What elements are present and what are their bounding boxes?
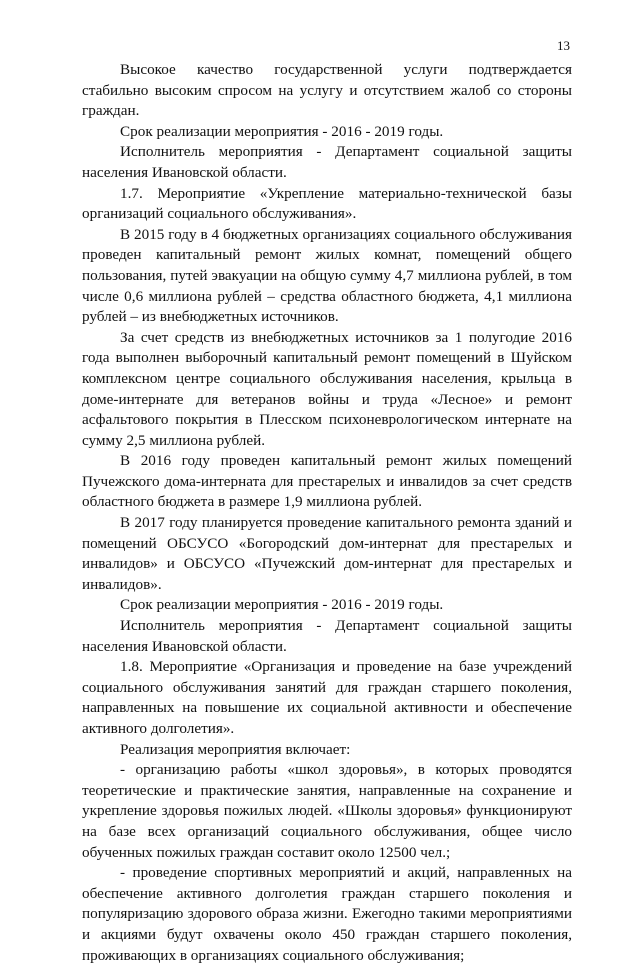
paragraph: Срок реализации мероприятия - 2016 - 2019 годы. — [120, 596, 444, 614]
paragraph: Срок реализации мероприятия - 2016 - 2019 годы. — [120, 122, 444, 140]
paragraph: 1.8. Мероприятие «Организация и проведение на базе учреждений социального обслуживания занятий для граждан старшего поколения, направленных на повышение их социальной активности и обеспечение активного долголетия». — [82, 658, 572, 737]
paragraph: В 2015 году в 4 бюджетных организациях социального обслуживания проведен капитальный ремонт жилых комнат, помещений общего пользования, путей эвакуации на общую сумму 4,7 миллиона рублей, в том числе 0,6 миллиона рублей – средства областного бюджета, 4,1 миллиона рублей – из внебюджетных источников. — [82, 225, 572, 326]
paragraph: В 2016 году проведен капитальный ремонт жилых помещений Пучежского дома-интерната для престарелых и инвалидов за счет средств областного бюджета в размере 1,9 миллиона рублей. — [82, 452, 572, 511]
paragraph: В 2017 году планируется проведение капитального ремонта зданий и помещений ОБСУСО «Богородский дом-интернат для престарелых и инвалидов» и ОБСУСО «Пучежский дом-интернат для престарелых и инвалидов». — [82, 514, 572, 593]
paragraph: - организацию работы «школ здоровья», в которых проводятся теоретические и практические занятия, направленные на сохранение и укрепление здоровья пожилых людей. «Школы здоровья» функционируют на базе всех организаций социального обслуживания, общее число обученных пожилых граждан составит около 12500 чел.; — [82, 761, 572, 861]
paragraph: Исполнитель мероприятия - Департамент социальной защиты населения Ивановской области. — [82, 143, 572, 181]
paragraph: 1.7. Мероприятие «Укрепление материально-технической базы организаций социального обслуживания». — [82, 184, 572, 223]
document-body — [82, 60, 572, 966]
paragraph: Исполнитель мероприятия - Департамент социальной защиты населения Ивановской области. — [82, 617, 572, 655]
paragraph: За счет средств из внебюджетных источников за 1 полугодие 2016 года выполнен выборочный капитальный ремонт помещений в Шуйском комплексном центре социального обслуживания населения, крыльца в доме-интернате для ветеранов войны и труда «Лесное» и ремонт асфальтового покрытия в Плесском психоневрологическом интернате на сумму 2,5 миллиона рублей. — [82, 328, 572, 449]
paragraph: Высокое качество государственной услуги подтверждается стабильно высоким спросом на услугу и отсутствием жалоб со стороны граждан. — [82, 61, 572, 120]
paragraph: - проведение спортивных мероприятий и акций, направленных на обеспечение активного долголетия граждан старшего поколения и популяризацию здорового образа жизни. Ежегодно такими мероприятиями и акциями будут охвачены около 450 граждан старшего поколения, проживающих в организациях социального обслуживания; — [82, 864, 572, 964]
paragraph: Реализация мероприятия включает: — [120, 740, 351, 758]
page-number: 13 — [557, 38, 570, 53]
